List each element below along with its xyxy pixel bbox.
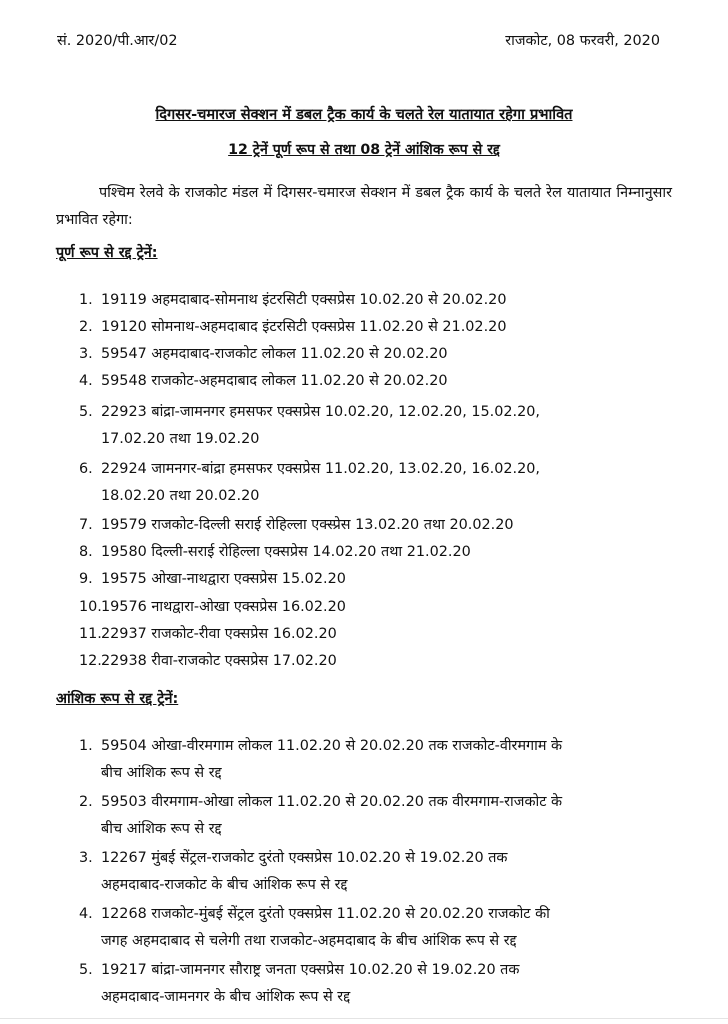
item-text: 22924 जामनगर-बांद्रा हमसफर एक्सप्रेस 11.02.20, 13.02.20, 16.02.20, — [101, 461, 541, 477]
list-item — [79, 341, 671, 368]
list-item — [79, 287, 671, 314]
item-number: 7. — [79, 517, 93, 533]
document-subtitle: 12 ट्रेनें पूर्ण रूप से तथा 08 ट्रेनें आंशिक रूप से रद्द — [228, 142, 500, 158]
item-text-continued: अहमदाबाद-राजकोट के बीच आंशिक रूप से रद्द — [101, 877, 348, 893]
list-item — [79, 368, 671, 395]
list-item — [79, 845, 671, 899]
bottom-divider — [0, 1018, 728, 1019]
item-number: 5. — [79, 962, 93, 978]
item-number: 4. — [79, 373, 93, 389]
item-text: 19579 राजकोट-दिल्ली सराई रोहिल्ला एक्स्प्रेस 13.02.20 तथा 20.02.20 — [101, 517, 514, 533]
item-text-continued: बीच आंशिक रूप से रद्द — [101, 821, 222, 837]
list-item — [79, 594, 671, 621]
item-text: 19580 दिल्ली-सराई रोहिल्ला एक्सप्रेस 14.02.20 तथा 21.02.20 — [101, 544, 471, 560]
list-item — [79, 399, 671, 453]
item-number: 3. — [79, 850, 93, 866]
place-date: राजकोट, 08 फरवरी, 2020 — [505, 33, 660, 49]
item-text: 19576 नाथद्वारा-ओखा एक्सप्रेस 16.02.20 — [101, 599, 346, 615]
list-item — [79, 789, 671, 843]
reference-number: सं. 2020/पी.आर/02 — [57, 33, 178, 49]
item-number: 10. — [79, 599, 102, 615]
list-item — [79, 621, 671, 648]
item-number: 8. — [79, 544, 93, 560]
item-number: 11. — [79, 626, 102, 642]
document-title: दिगसर-चमारज सेक्शन में डबल ट्रैक कार्य के चलते रेल यातायात रहेगा प्रभावित — [155, 106, 573, 123]
item-text: 59547 अहमदाबाद-राजकोट लोकल 11.02.20 से 20.02.20 — [101, 346, 448, 362]
item-number: 1. — [79, 738, 93, 754]
item-text: 59504 ओखा-वीरमगाम लोकल 11.02.20 से 20.02.20 तक राजकोट-वीरमगाम के — [101, 738, 563, 754]
item-number: 2. — [79, 319, 93, 335]
item-text: 19120 सोमनाथ-अहमदाबाद इंटरसिटी एक्सप्रेस 11.02.20 से 21.02.20 — [101, 319, 507, 335]
item-number: 12. — [79, 653, 102, 669]
partially-cancelled-heading: आंशिक रूप से रद्द ट्रेनें: — [56, 691, 179, 707]
item-number: 2. — [79, 794, 93, 810]
item-text: 22937 राजकोट-रीवा एक्सप्रेस 16.02.20 — [101, 626, 337, 642]
list-item — [79, 539, 671, 566]
list-item — [79, 314, 671, 341]
item-number: 1. — [79, 292, 93, 308]
item-text-continued: 18.02.20 तथा 20.02.20 — [101, 488, 260, 504]
item-text: 19575 ओखा-नाथद्वारा एक्सप्रेस 15.02.20 — [101, 571, 346, 587]
item-text-continued: बीच आंशिक रूप से रद्द — [101, 765, 222, 781]
item-number: 9. — [79, 571, 93, 587]
item-text: 12268 राजकोट-मुंबई सेंट्रल दुरंतो एक्सप्रेस 11.02.20 से 20.02.20 राजकोट की — [101, 906, 550, 922]
intro-paragraph: पश्चिम रेलवे के राजकोट मंडल में दिगसर-चमारज सेक्शन में डबल ट्रैक कार्य के चलते रेल यातायात निम्नानुसार प्रभावित रहेगा: — [56, 185, 672, 228]
item-text-continued: 17.02.20 तथा 19.02.20 — [101, 431, 260, 447]
item-number: 4. — [79, 906, 93, 922]
item-text: 19217 बांद्रा-जामनगर सौराष्ट्र जनता एक्सप्रेस 10.02.20 से 19.02.20 तक — [101, 962, 520, 978]
item-number: 3. — [79, 346, 93, 362]
list-item — [79, 648, 671, 675]
item-number: 5. — [79, 404, 93, 420]
list-item — [79, 733, 671, 787]
list-item — [79, 901, 671, 955]
item-text: 22923 बांद्रा-जामनगर हमसफर एक्सप्रेस 10.02.20, 12.02.20, 15.02.20, — [101, 404, 541, 420]
list-item — [79, 566, 671, 593]
fully-cancelled-heading: पूर्ण रूप से रद्द ट्रेनें: — [56, 245, 158, 261]
item-text: 59503 वीरमगाम-ओखा लोकल 11.02.20 से 20.02.20 तक वीरमगाम-राजकोट के — [101, 794, 563, 810]
list-item — [79, 957, 671, 1011]
list-item — [79, 512, 671, 539]
item-number: 6. — [79, 461, 93, 477]
item-text: 19119 अहमदाबाद-सोमनाथ इंटरसिटी एक्सप्रेस 10.02.20 से 20.02.20 — [101, 292, 507, 308]
item-text-continued: जगह अहमदाबाद से चलेगी तथा राजकोट-अहमदाबाद के बीच आंशिक रूप से रद्द — [101, 933, 517, 949]
list-item — [79, 456, 671, 510]
item-text-continued: अहमदाबाद-जामनगर के बीच आंशिक रूप से रद्द — [101, 989, 351, 1005]
item-text: 59548 राजकोट-अहमदाबाद लोकल 11.02.20 से 20.02.20 — [101, 373, 448, 389]
item-text: 22938 रीवा-राजकोट एक्सप्रेस 17.02.20 — [101, 653, 337, 669]
item-text: 12267 मुंबई सेंट्रल-राजकोट दुरंतो एक्सप्रेस 10.02.20 से 19.02.20 तक — [101, 850, 508, 866]
